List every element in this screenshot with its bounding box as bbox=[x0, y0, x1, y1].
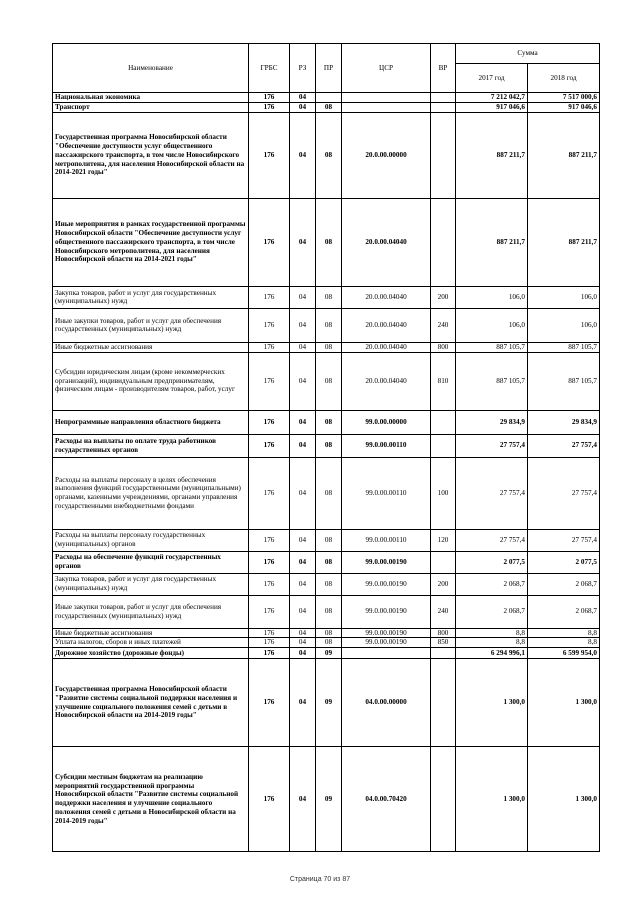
header-name: Наименование bbox=[53, 44, 249, 93]
cell-name: Государственная программа Новосибирской области "Развитие системы социальной поддержки населения и улучшение социального положения семей с детьми в Новосибирской области на 2014-2019 годы" bbox=[53, 659, 249, 747]
cell-grbs: 176 bbox=[249, 410, 290, 434]
cell-2018: 27 757,4 bbox=[528, 434, 600, 457]
cell-csr: 99.0.00.00110 bbox=[342, 457, 431, 529]
cell-2018: 106,0 bbox=[528, 308, 600, 342]
cell-csr: 20.0.00.00000 bbox=[342, 112, 431, 198]
cell-rz: 04 bbox=[290, 551, 316, 573]
cell-2017: 6 294 996,1 bbox=[456, 648, 528, 659]
cell-2017: 8,8 bbox=[456, 638, 528, 648]
cell-2018: 27 757,4 bbox=[528, 457, 600, 529]
cell-grbs: 176 bbox=[249, 93, 290, 103]
table-row bbox=[53, 342, 600, 352]
cell-vr: 120 bbox=[431, 529, 456, 551]
header-year-2018: 2018 год bbox=[528, 64, 600, 93]
cell-2018: 887 105,7 bbox=[528, 352, 600, 410]
cell-2018: 8,8 bbox=[528, 638, 600, 648]
cell-rz: 04 bbox=[290, 93, 316, 103]
cell-vr: 850 bbox=[431, 638, 456, 648]
cell-2018: 2 068,7 bbox=[528, 573, 600, 595]
cell-grbs: 176 bbox=[249, 628, 290, 638]
cell-rz: 04 bbox=[290, 747, 316, 852]
table-row bbox=[53, 573, 600, 595]
table-row bbox=[53, 434, 600, 457]
cell-2017: 887 211,7 bbox=[456, 112, 528, 198]
cell-pr: 08 bbox=[316, 286, 342, 308]
cell-pr: 08 bbox=[316, 551, 342, 573]
cell-grbs: 176 bbox=[249, 198, 290, 286]
cell-grbs: 176 bbox=[249, 638, 290, 648]
cell-rz: 04 bbox=[290, 286, 316, 308]
cell-name: Иные мероприятия в рамках государственной программы Новосибирской области "Обеспечение доступности услуг общественного пассажирского транспорта, в том числе Новосибирского метрополитена, для населения Новосибирской области на 2014-2021 годы" bbox=[53, 198, 249, 286]
cell-2018: 8,8 bbox=[528, 628, 600, 638]
cell-csr: 04.0.00.70420 bbox=[342, 747, 431, 852]
cell-pr: 08 bbox=[316, 638, 342, 648]
cell-vr: 240 bbox=[431, 308, 456, 342]
cell-2018: 6 599 954,0 bbox=[528, 648, 600, 659]
cell-2017: 106,0 bbox=[456, 286, 528, 308]
cell-2017: 8,8 bbox=[456, 628, 528, 638]
cell-2018: 106,0 bbox=[528, 286, 600, 308]
header-rz: РЗ bbox=[290, 44, 316, 93]
cell-2018: 7 517 000,6 bbox=[528, 93, 600, 103]
cell-rz: 04 bbox=[290, 628, 316, 638]
cell-csr bbox=[342, 102, 431, 112]
cell-csr: 20.0.00.04040 bbox=[342, 308, 431, 342]
cell-grbs: 176 bbox=[249, 286, 290, 308]
header-grbs: ГРБС bbox=[249, 44, 290, 93]
cell-grbs: 176 bbox=[249, 352, 290, 410]
cell-pr: 08 bbox=[316, 102, 342, 112]
cell-pr: 08 bbox=[316, 529, 342, 551]
cell-grbs: 176 bbox=[249, 457, 290, 529]
cell-grbs: 176 bbox=[249, 595, 290, 628]
cell-vr: 200 bbox=[431, 286, 456, 308]
cell-name: Закупка товаров, работ и услуг для государственных (муниципальных) нужд bbox=[53, 286, 249, 308]
cell-name: Субсидии юридическим лицам (кроме некоммерческих организаций), индивидуальным предпринимателям, физическим лицам - производителям товаров, работ, услуг bbox=[53, 352, 249, 410]
cell-2017: 7 212 042,7 bbox=[456, 93, 528, 103]
cell-2017: 27 757,4 bbox=[456, 529, 528, 551]
table-row bbox=[53, 595, 600, 628]
cell-name: Дорожное хозяйство (дорожные фонды) bbox=[53, 648, 249, 659]
cell-name: Государственная программа Новосибирской области "Обеспечение доступности услуг общественного пассажирского транспорта, в том числе Новосибирского метрополитена, для населения Новосибирской области на 2014-2021 годы" bbox=[53, 112, 249, 198]
cell-2017: 1 300,0 bbox=[456, 747, 528, 852]
table-row bbox=[53, 659, 600, 747]
cell-grbs: 176 bbox=[249, 573, 290, 595]
cell-pr: 08 bbox=[316, 434, 342, 457]
cell-vr bbox=[431, 747, 456, 852]
cell-vr: 800 bbox=[431, 342, 456, 352]
cell-vr bbox=[431, 112, 456, 198]
cell-name: Закупка товаров, работ и услуг для государственных (муниципальных) нужд bbox=[53, 573, 249, 595]
cell-vr: 810 bbox=[431, 352, 456, 410]
cell-2017: 1 300,0 bbox=[456, 659, 528, 747]
cell-vr bbox=[431, 198, 456, 286]
cell-csr: 99.0.00.00110 bbox=[342, 434, 431, 457]
cell-2018: 29 834,9 bbox=[528, 410, 600, 434]
cell-csr: 99.0.00.00190 bbox=[342, 551, 431, 573]
cell-name: Расходы на выплаты персоналу государственных (муниципальных) органов bbox=[53, 529, 249, 551]
cell-vr bbox=[431, 551, 456, 573]
cell-pr: 08 bbox=[316, 352, 342, 410]
cell-name: Расходы на обеспечение функций государственных органов bbox=[53, 551, 249, 573]
cell-2018: 1 300,0 bbox=[528, 659, 600, 747]
table-row bbox=[53, 551, 600, 573]
cell-name: Расходы на выплаты по оплате труда работников государственных органов bbox=[53, 434, 249, 457]
cell-rz: 04 bbox=[290, 342, 316, 352]
cell-csr: 99.0.00.00190 bbox=[342, 628, 431, 638]
table-row bbox=[53, 198, 600, 286]
cell-pr: 08 bbox=[316, 457, 342, 529]
cell-2017: 887 105,7 bbox=[456, 342, 528, 352]
table-row bbox=[53, 638, 600, 648]
cell-vr bbox=[431, 648, 456, 659]
cell-csr: 20.0.00.04040 bbox=[342, 198, 431, 286]
cell-rz: 04 bbox=[290, 352, 316, 410]
cell-rz: 04 bbox=[290, 648, 316, 659]
cell-vr bbox=[431, 410, 456, 434]
table-row bbox=[53, 93, 600, 103]
cell-rz: 04 bbox=[290, 308, 316, 342]
cell-pr: 08 bbox=[316, 308, 342, 342]
cell-vr bbox=[431, 102, 456, 112]
cell-2017: 2 068,7 bbox=[456, 595, 528, 628]
header-pr: ПР bbox=[316, 44, 342, 93]
cell-vr bbox=[431, 434, 456, 457]
cell-name: Уплата налогов, сборов и иных платежей bbox=[53, 638, 249, 648]
cell-csr: 99.0.00.00190 bbox=[342, 573, 431, 595]
cell-pr: 09 bbox=[316, 747, 342, 852]
cell-pr: 09 bbox=[316, 659, 342, 747]
cell-name: Субсидии местным бюджетам на реализацию мероприятий государственной программы Новосибирской области "Развитие системы социальной поддержки населения и улучшение социального положения семей с детьми в Новосибирской области на 2014-2019 годы" bbox=[53, 747, 249, 852]
table-row bbox=[53, 648, 600, 659]
cell-name: Расходы на выплаты персоналу в целях обеспечения выполнения функций государственными (муниципальными) органами, казенными учреждениями, органами управления государственными внебюджетными фондами bbox=[53, 457, 249, 529]
cell-pr: 08 bbox=[316, 410, 342, 434]
cell-2017: 887 211,7 bbox=[456, 198, 528, 286]
cell-grbs: 176 bbox=[249, 308, 290, 342]
cell-pr: 08 bbox=[316, 342, 342, 352]
cell-grbs: 176 bbox=[249, 648, 290, 659]
cell-rz: 04 bbox=[290, 595, 316, 628]
cell-grbs: 176 bbox=[249, 434, 290, 457]
table-row bbox=[53, 457, 600, 529]
cell-vr: 800 bbox=[431, 628, 456, 638]
table-row bbox=[53, 628, 600, 638]
cell-csr bbox=[342, 93, 431, 103]
cell-2018: 1 300,0 bbox=[528, 747, 600, 852]
cell-pr: 09 bbox=[316, 648, 342, 659]
cell-csr: 04.0.00.00000 bbox=[342, 659, 431, 747]
budget-table bbox=[52, 43, 600, 852]
cell-grbs: 176 bbox=[249, 747, 290, 852]
cell-2018: 27 757,4 bbox=[528, 529, 600, 551]
table-row bbox=[53, 308, 600, 342]
cell-name: Иные бюджетные ассигнования bbox=[53, 342, 249, 352]
cell-2017: 27 757,4 bbox=[456, 457, 528, 529]
cell-name: Непрограммные направления областного бюджета bbox=[53, 410, 249, 434]
cell-pr bbox=[316, 93, 342, 103]
header-year-2017: 2017 год bbox=[456, 64, 528, 93]
cell-csr: 99.0.00.00000 bbox=[342, 410, 431, 434]
cell-vr: 100 bbox=[431, 457, 456, 529]
cell-grbs: 176 bbox=[249, 551, 290, 573]
header-vr: ВР bbox=[431, 44, 456, 93]
cell-csr: 99.0.00.00110 bbox=[342, 529, 431, 551]
cell-rz: 04 bbox=[290, 410, 316, 434]
cell-name: Национальная экономика bbox=[53, 93, 249, 103]
cell-vr: 240 bbox=[431, 595, 456, 628]
cell-grbs: 176 bbox=[249, 342, 290, 352]
cell-2017: 917 046,6 bbox=[456, 102, 528, 112]
cell-csr: 20.0.00.04040 bbox=[342, 342, 431, 352]
cell-vr bbox=[431, 93, 456, 103]
cell-csr bbox=[342, 648, 431, 659]
cell-2018: 2 068,7 bbox=[528, 595, 600, 628]
cell-pr: 08 bbox=[316, 112, 342, 198]
cell-rz: 04 bbox=[290, 102, 316, 112]
cell-pr: 08 bbox=[316, 198, 342, 286]
table-row bbox=[53, 747, 600, 852]
cell-2017: 27 757,4 bbox=[456, 434, 528, 457]
table-row bbox=[53, 286, 600, 308]
cell-2018: 917 046,6 bbox=[528, 102, 600, 112]
cell-csr: 99.0.00.00190 bbox=[342, 638, 431, 648]
cell-name: Транспорт bbox=[53, 102, 249, 112]
cell-pr: 08 bbox=[316, 595, 342, 628]
cell-rz: 04 bbox=[290, 198, 316, 286]
cell-rz: 04 bbox=[290, 457, 316, 529]
cell-grbs: 176 bbox=[249, 659, 290, 747]
cell-grbs: 176 bbox=[249, 102, 290, 112]
table-row bbox=[53, 352, 600, 410]
cell-2018: 887 211,7 bbox=[528, 112, 600, 198]
cell-rz: 04 bbox=[290, 659, 316, 747]
page-footer: Страница 70 из 87 bbox=[289, 876, 351, 883]
cell-2017: 2 068,7 bbox=[456, 573, 528, 595]
cell-rz: 04 bbox=[290, 434, 316, 457]
cell-name: Иные бюджетные ассигнования bbox=[53, 628, 249, 638]
cell-2017: 887 105,7 bbox=[456, 352, 528, 410]
cell-2017: 29 834,9 bbox=[456, 410, 528, 434]
table-body bbox=[53, 93, 600, 852]
cell-2018: 887 211,7 bbox=[528, 198, 600, 286]
cell-vr bbox=[431, 659, 456, 747]
cell-grbs: 176 bbox=[249, 112, 290, 198]
cell-csr: 20.0.00.04040 bbox=[342, 286, 431, 308]
table-row bbox=[53, 112, 600, 198]
cell-name: Иные закупки товаров, работ и услуг для обеспечения государственных (муниципальных) нужд bbox=[53, 308, 249, 342]
cell-rz: 04 bbox=[290, 573, 316, 595]
cell-vr: 200 bbox=[431, 573, 456, 595]
cell-rz: 04 bbox=[290, 529, 316, 551]
cell-2018: 2 077,5 bbox=[528, 551, 600, 573]
cell-pr: 08 bbox=[316, 573, 342, 595]
header-csr: ЦСР bbox=[342, 44, 431, 93]
header-sum: Сумма bbox=[456, 44, 600, 64]
cell-csr: 99.0.00.00190 bbox=[342, 595, 431, 628]
cell-grbs: 176 bbox=[249, 529, 290, 551]
cell-2018: 887 105,7 bbox=[528, 342, 600, 352]
cell-name: Иные закупки товаров, работ и услуг для обеспечения государственных (муниципальных) нужд bbox=[53, 595, 249, 628]
table-row bbox=[53, 410, 600, 434]
table-row bbox=[53, 102, 600, 112]
cell-csr: 20.0.00.04040 bbox=[342, 352, 431, 410]
cell-2017: 106,0 bbox=[456, 308, 528, 342]
table-row bbox=[53, 529, 600, 551]
cell-rz: 04 bbox=[290, 638, 316, 648]
cell-2017: 2 077,5 bbox=[456, 551, 528, 573]
cell-rz: 04 bbox=[290, 112, 316, 198]
cell-pr: 08 bbox=[316, 628, 342, 638]
